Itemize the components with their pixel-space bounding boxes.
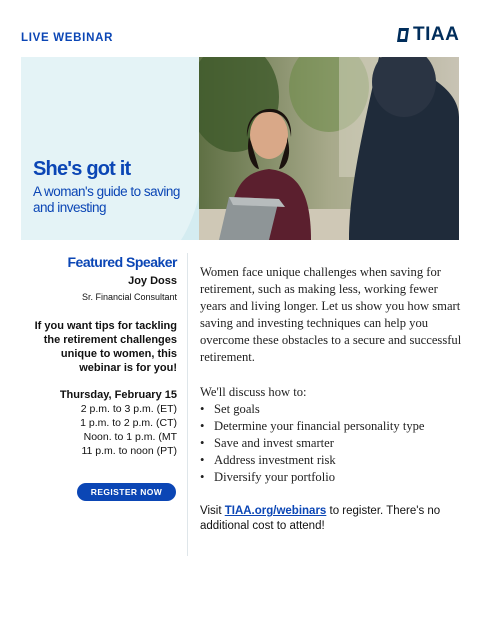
list-item: • Determine your financial personality type (200, 419, 425, 433)
list-item: • Set goals (200, 402, 260, 416)
tiaa-logo-icon (396, 27, 410, 43)
list-item: • Save and invest smarter (200, 436, 334, 450)
time-mt: Noon. to 1 p.m. (MT (83, 431, 177, 443)
hero-title: She's got it (33, 158, 131, 180)
time-ct: 1 p.m. to 2 p.m. (CT) (80, 417, 177, 429)
intro-paragraph: Women face unique challenges when saving for retirement, such as making less, working fewer years and living longer. Let us show you how smart saving and investing techniques can help you overcome these obstacles to a secure and successful retirement. (200, 265, 462, 364)
time-et: 2 p.m. to 3 p.m. (ET) (80, 403, 177, 415)
speaker-name: Joy Doss (128, 275, 177, 287)
bullet-icon: • (200, 402, 205, 416)
hero-subtitle: A woman's guide to saving and investing (33, 184, 180, 215)
featured-speaker-heading: Featured Speaker (67, 254, 177, 270)
live-webinar-label: LIVE WEBINAR (21, 32, 114, 44)
bullet-icon: • (200, 453, 205, 467)
logo-text: TIAA (413, 24, 460, 45)
register-now-button[interactable]: REGISTER NOW (77, 483, 176, 501)
topics-list (200, 401, 462, 486)
bullet-icon: • (200, 436, 205, 450)
register-note: Visit TIAA.org/webinars to register. There's no additional cost to attend! (200, 505, 441, 532)
promo-text: If you want tips for tackling the retirement challenges unique to women, this webinar is for you! (34, 320, 177, 374)
list-item: • Diversify your portfolio (200, 470, 336, 484)
bullet-icon: • (200, 419, 205, 433)
list-heading: We'll discuss how to: (200, 385, 307, 399)
speaker-role: Sr. Financial Consultant (81, 292, 177, 302)
tiaa-logo (396, 26, 459, 44)
hero-photo (199, 57, 459, 240)
description-column (200, 264, 462, 486)
speaker-column (21, 253, 177, 458)
time-pt: 11 p.m. to noon (PT) (81, 445, 177, 457)
column-divider (187, 253, 188, 556)
bullet-icon: • (200, 470, 205, 484)
webinars-link[interactable]: TIAA.org/webinars (224, 505, 327, 517)
hero-photo-illustration (199, 57, 459, 240)
list-item: • Address investment risk (200, 453, 336, 467)
webinar-date: Thursday, February 15 (59, 389, 177, 401)
